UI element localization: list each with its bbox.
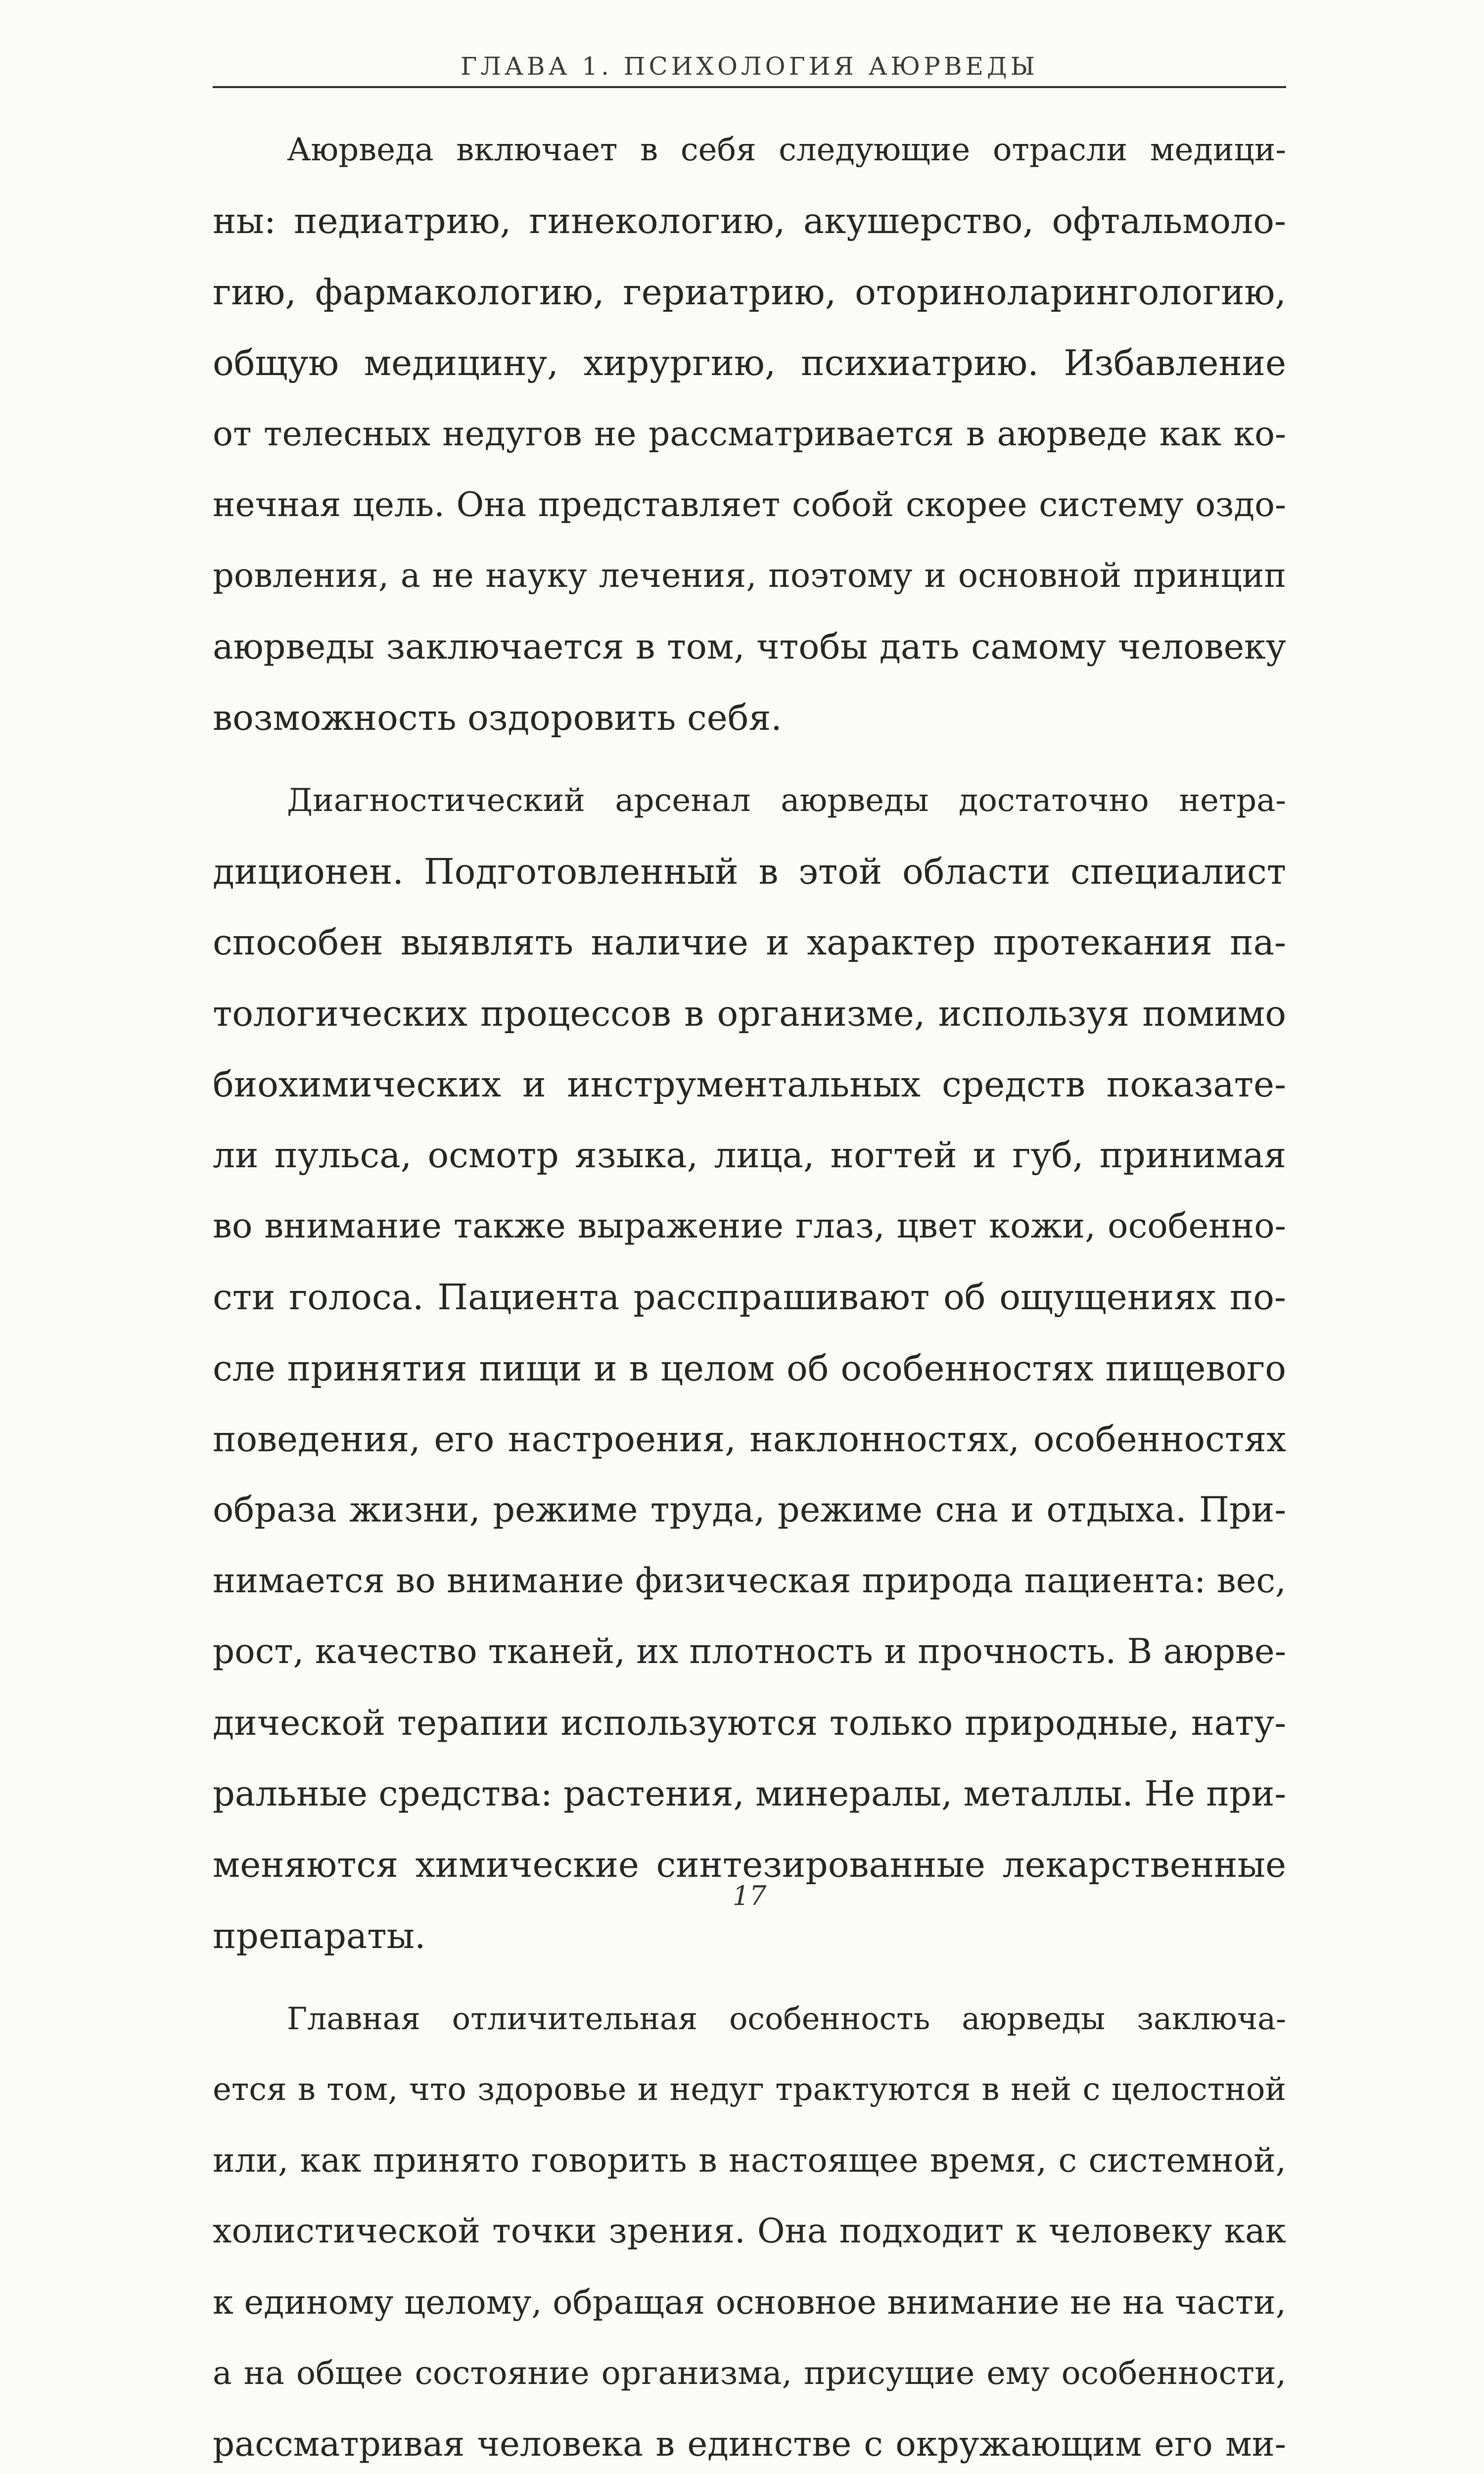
text-line: холистической точки зрения. Она подходит к человеку как [213, 2196, 1286, 2267]
text-line: способен выявлять наличие и характер протекания па- [213, 907, 1286, 978]
text-line: биохимических и инструментальных средств показате- [213, 1049, 1286, 1120]
text-line: сле принятия пищи и в целом об особенностях пищевого [213, 1333, 1286, 1404]
text-line: во внимание также выражение глаз, цвет кожи, особенно- [213, 1191, 1286, 1262]
text-line: ровления, а не науку лечения, поэтому и основной принцип [213, 540, 1286, 611]
text-line: нечная цель. Она представляет собой скорее систему оздо- [213, 470, 1286, 540]
text-line: рассматривая человека в единстве с окружающим его ми- [213, 2409, 1286, 2474]
paragraph-1 [213, 115, 1286, 754]
text-line: гию, фармакологию, гериатрию, оториноларингологию, [213, 257, 1286, 328]
text-line: ны: педиатрию, гинекологию, акушерство, офтальмоло- [213, 186, 1286, 256]
page-number: 17 [213, 1880, 1286, 1911]
text-line: а на общее состояние организма, присущие ему особенности, [213, 2338, 1286, 2409]
text-line: общую медицину, хирургию, психиатрию. Избавление [213, 328, 1286, 398]
text-line: дической терапии используются только природные, нату- [213, 1688, 1286, 1759]
running-header: ГЛАВА 1. ПСИХОЛОГИЯ АЮРВЕДЫ [213, 52, 1286, 81]
paragraph-gap [213, 1971, 1286, 1983]
text-line: или, как принято говорить в настоящее время, с системной, [213, 2125, 1286, 2196]
text-line: меняются химические синтезированные лекарственные [213, 1829, 1286, 1900]
header-rule [213, 86, 1286, 88]
paragraph-3 [213, 1983, 1286, 2474]
text-line: к единому целому, обращая основное внимание не на части, [213, 2267, 1286, 2338]
paragraph-gap [213, 754, 1286, 765]
text-line: поведения, его настроения, наклонностях, особенностях [213, 1404, 1286, 1475]
paragraph-2 [213, 765, 1286, 1972]
text-line: ральные средства: растения, минералы, металлы. Не при- [213, 1759, 1286, 1829]
text-line: диционен. Подготовленный в этой области специалист [213, 836, 1286, 907]
text-line: от телесных недугов не рассматривается в аюрведе как ко- [213, 399, 1286, 470]
text-line: тологических процессов в организме, используя помимо [213, 978, 1286, 1049]
text-line: ется в том, что здоровье и недуг трактуются в ней с целостной [213, 2054, 1286, 2125]
text-line: Диагностический арсенал аюрведы достаточно нетра- [213, 765, 1286, 836]
text-line: ли пульса, осмотр языка, лица, ногтей и губ, принимая [213, 1120, 1286, 1190]
text-line: рост, качество тканей, их плотность и прочность. В аюрве- [213, 1617, 1286, 1687]
body-text [213, 115, 1286, 2474]
text-line: препараты. [213, 1901, 1286, 1971]
text-line: возможность оздоровить себя. [213, 682, 1286, 753]
text-line: нимается во внимание физическая природа пациента: вес, [213, 1546, 1286, 1617]
text-line: образа жизни, режиме труда, режиме сна и отдыха. При- [213, 1475, 1286, 1545]
text-line: Аюрведа включает в себя следующие отрасли медици- [213, 115, 1286, 186]
text-line: Главная отличительная особенность аюрведы заключа- [213, 1983, 1286, 2054]
text-line: аюрведы заключается в том, чтобы дать самому человеку [213, 612, 1286, 682]
text-line: сти голоса. Пациента расспрашивают об ощущениях по- [213, 1262, 1286, 1332]
